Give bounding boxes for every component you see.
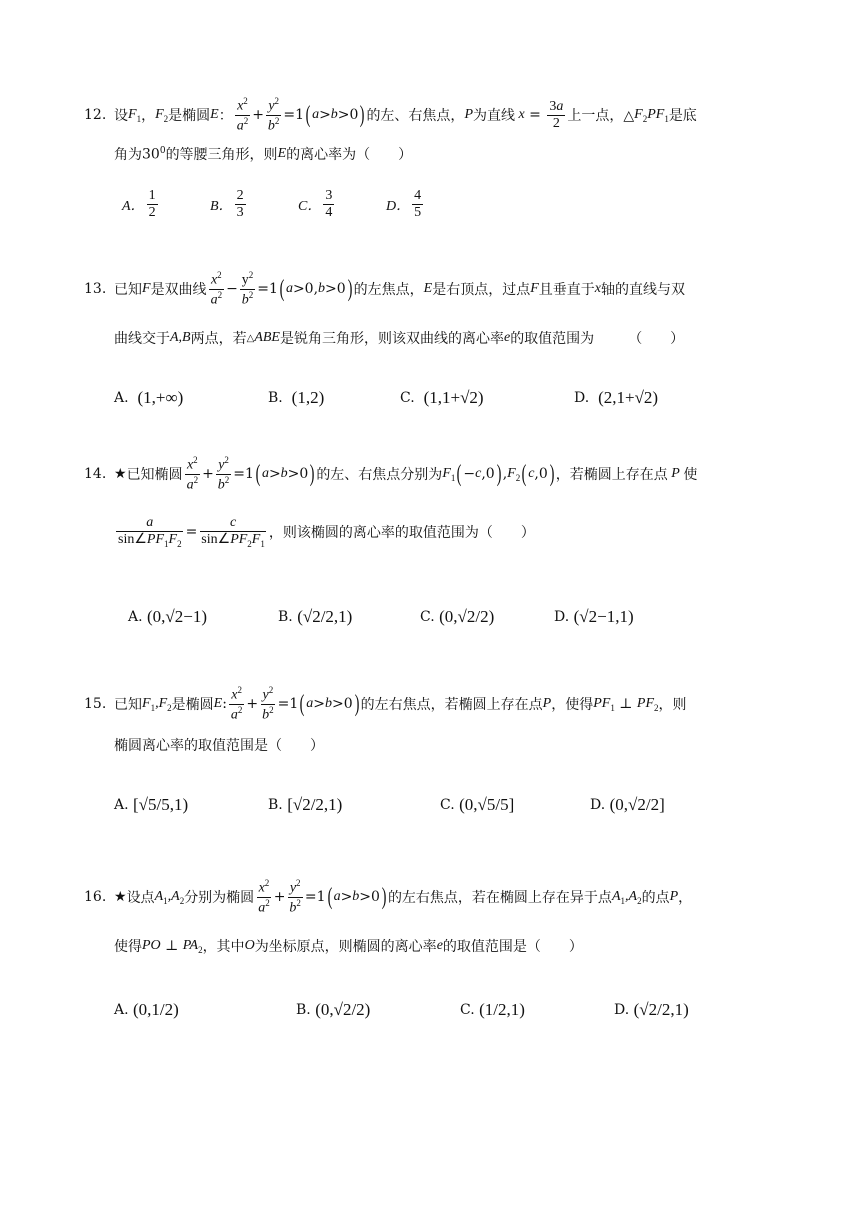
text: 两点，若 xyxy=(190,331,247,347)
text: 的取值范围是（ ） xyxy=(442,939,583,955)
text: 轴的直线与双 xyxy=(601,282,686,299)
q15-option-b[interactable]: B. [√2/2,1) xyxy=(268,795,343,814)
question-number: 14. xyxy=(84,466,107,483)
text: 上一点，△ xyxy=(567,108,635,125)
q16-line-1: 16. ★ 设点 $A_1,A_2$ 分别为椭圆 $\frac{x^2}{a^2}$ + $\frac{y^2}{b^2}$ =1 ( a > b >0 ) 的左右焦点，若在椭圆上存在异于点 $A_1,A_2$ 的点 P ， xyxy=(84,878,693,916)
text: 是底 xyxy=(668,108,697,125)
text: 已知 xyxy=(114,282,142,299)
q13-option-c[interactable]: C. (1,1+√2) xyxy=(400,388,484,407)
star-icon: ★ xyxy=(114,889,127,906)
q14-option-b[interactable]: B. (√2/2,1) xyxy=(278,607,353,626)
q15-line-2 xyxy=(114,735,324,755)
q13-line-1: 13. 已知 F 是双曲线 $\frac{x^2}{a^2}$ − $\frac{y^2}{b^2}$ =1 ( a >0, b >0 ) 的左焦点， E 是右顶点，过点 F 且垂直于 x 轴的直线与双 xyxy=(84,270,686,308)
question-number: 16. xyxy=(84,889,107,906)
text: ， xyxy=(678,890,693,907)
text: 为直线 xyxy=(473,108,515,125)
q12-line-2: 角为 $30^0$ 的等腰三角形，则 E 的离心率为（ ） xyxy=(114,145,413,163)
text: 椭圆离心率的取值范围是（ ） xyxy=(114,738,324,754)
text: 且垂直于 xyxy=(538,282,595,299)
q16-option-b[interactable]: B. (0,√2/2) xyxy=(296,1000,371,1019)
text: 是双曲线 xyxy=(150,282,207,299)
q12-option-b[interactable]: B． $\frac{2}{3}$ xyxy=(210,188,244,221)
q14-option-c[interactable]: C. (0,√2/2) xyxy=(420,607,495,626)
text: ，则该椭圆的离心率的取值范围为（ ） xyxy=(268,525,535,542)
text: 的左、右焦点分别为 xyxy=(316,467,443,484)
q16-line-2: 使得 PO ⊥ $PA_2$ ，其中 O 为坐标原点，则椭圆的离心率 e 的取值范围是（ ） xyxy=(114,937,583,955)
text: 的左右焦点，若在椭圆上存在异于点 xyxy=(387,890,612,907)
q13-line-2: 曲线交于 A,B 两点，若 △ ABE 是锐角三角形，则该双曲线的离心率 e 的取值范围为 （ ） xyxy=(114,330,685,347)
text: 已知 xyxy=(114,697,142,714)
text: 是椭圆 xyxy=(168,108,211,125)
q14-line-2: $\frac{a}{\sin\angle PF_1F_2}$ = $\frac{c}{\sin\angle PF_2F_1}$ ，则该椭圆的离心率的取值范围为（ ） xyxy=(118,515,535,549)
q13-option-a[interactable]: A. (1,+∞) xyxy=(114,388,184,407)
text: 已知椭圆 xyxy=(126,467,183,484)
text: ，则 xyxy=(658,697,687,714)
text: 设点 xyxy=(126,890,155,907)
q13-option-b[interactable]: B. (1,2) xyxy=(268,388,325,407)
text: （ ） xyxy=(628,331,685,347)
q15-option-c[interactable]: C. (0,√5/5] xyxy=(440,795,515,814)
text: 是锐角三角形，则该双曲线的离心率 xyxy=(279,331,504,347)
question-number: 13. xyxy=(84,281,107,298)
q12-option-a[interactable]: A． $\frac{1}{2}$ xyxy=(122,188,156,221)
text: 的等腰三角形，则 xyxy=(165,147,278,163)
question-number: 12. xyxy=(84,107,107,124)
q15-option-d[interactable]: D. (0,√2/2] xyxy=(590,795,665,814)
text: ，若椭圆上存在点 xyxy=(555,467,668,484)
star-icon: ★ xyxy=(114,466,127,483)
q14-line-1: 14. ★ 已知椭圆 $\frac{x^2}{a^2}$ + $\frac{y^2}{b^2}$ =1 ( a > b >0 ) 的左、右焦点分别为 $F_1$ ( − c ,0 ) , $F_2$ ( c ,0 ) ，若椭圆上存在点 P 使 xyxy=(84,455,698,493)
q15-line-1: 15. 已知 $F_1,F_2$ 是椭圆 E : $\frac{x^2}{a^2}$ + $\frac{y^2}{b^2}$ =1 ( a > b >0 ) 的左右焦点，若椭圆上存在点 P ，使得 $PF_1$ ⊥ $PF_2$ ，则 xyxy=(84,685,687,723)
q15-option-a[interactable]: A. [√5/5,1) xyxy=(114,795,189,814)
text: 为坐标原点，则椭圆的离心率 xyxy=(254,939,437,955)
text: 的左焦点， xyxy=(353,282,424,299)
text: 的离心率为（ ） xyxy=(286,147,413,163)
text: 的取值范围为 xyxy=(510,331,595,347)
text: 是右顶点，过点 xyxy=(432,282,531,299)
text: 使 xyxy=(683,467,698,484)
text: ，其中 xyxy=(202,939,245,955)
q12-option-c[interactable]: C． $\frac{3}{4}$ xyxy=(298,188,333,221)
q12-option-d[interactable]: D． $\frac{4}{5}$ xyxy=(386,188,422,221)
text: 分别为椭圆 xyxy=(184,890,255,907)
q14-option-d[interactable]: D. (√2−1,1) xyxy=(554,607,634,626)
text: 的左右焦点，若椭圆上存在点 xyxy=(360,697,543,714)
text: 使得 xyxy=(114,939,142,955)
question-number: 15. xyxy=(84,696,107,713)
q16-option-c[interactable]: C. (1/2,1) xyxy=(460,1000,525,1019)
text: ，使得 xyxy=(551,697,594,714)
text: 是椭圆 xyxy=(171,697,214,714)
text: 设 xyxy=(114,108,128,125)
q12-line-1: 12. 设 $F_1$ ， $F_2$ 是椭圆 E ： $\frac{x^2}{a^2}$ + $\frac{y^2}{b^2}$ =1 ( a > b >0 ) 的左、右焦点， P 为直线 x = $\frac{3a}{2}$ 上一点，△ $F_2PF_1$ 是底 xyxy=(84,96,697,134)
q13-option-d[interactable]: D. (2,1+√2) xyxy=(574,388,659,407)
text: 的左、右焦点， xyxy=(366,108,465,125)
q16-option-a[interactable]: A. (0,1/2) xyxy=(114,1000,179,1019)
text: 角为 xyxy=(114,147,142,163)
text: 的点 xyxy=(641,890,670,907)
q16-option-d[interactable]: D. (√2/2,1) xyxy=(614,1000,689,1019)
q14-option-a[interactable]: A. (0,√2−1) xyxy=(128,607,208,626)
text: ， xyxy=(141,108,156,125)
text: 曲线交于 xyxy=(114,331,170,347)
